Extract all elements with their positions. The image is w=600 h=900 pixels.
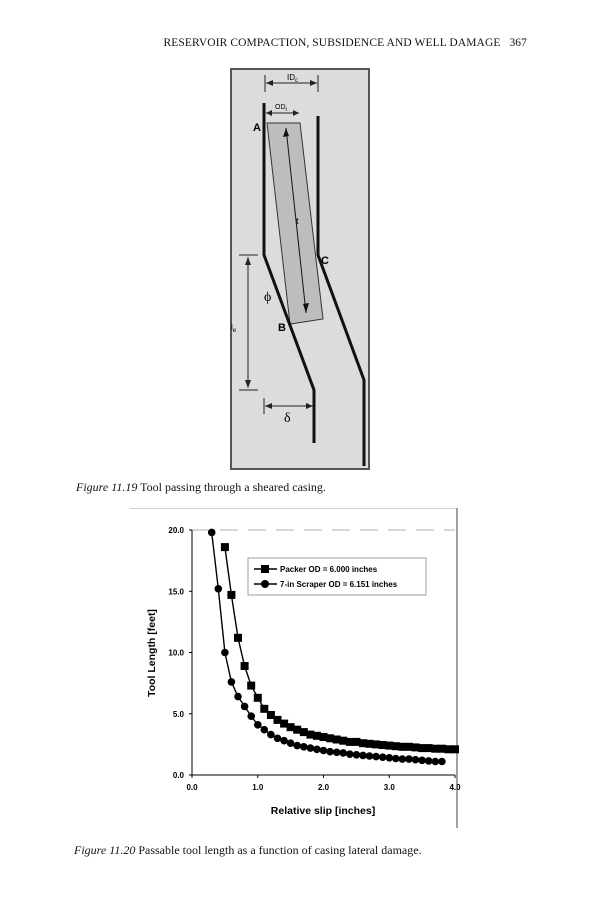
data-point-circle <box>241 703 249 711</box>
data-point-square <box>234 634 242 642</box>
data-point-circle <box>221 649 229 657</box>
running-header <box>0 37 527 49</box>
data-point-circle <box>346 750 354 758</box>
data-point-circle <box>267 731 275 739</box>
le-label: $l_e$ <box>231 323 237 334</box>
data-point-circle <box>307 744 315 752</box>
y-tick-label: 15.0 <box>168 587 184 597</box>
caption-text: Tool passing through a sheared casing. <box>140 480 326 494</box>
data-point-circle <box>353 751 361 759</box>
point-c-label: C <box>321 255 329 267</box>
caption-label: Figure 11.20 <box>74 843 136 857</box>
legend-marker-circle <box>261 580 269 588</box>
legend-label-packer: Packer OD = 6.000 inches <box>280 565 378 574</box>
data-point-circle <box>366 752 374 760</box>
data-point-circle <box>313 746 321 754</box>
data-point-circle <box>379 753 387 761</box>
chart-frame <box>130 508 457 828</box>
data-point-circle <box>405 755 413 763</box>
data-point-circle <box>326 748 334 756</box>
data-point-circle <box>339 749 347 757</box>
data-point-square <box>241 662 249 670</box>
data-point-square <box>254 694 262 702</box>
data-point-circle <box>234 693 242 701</box>
data-point-circle <box>320 747 328 755</box>
data-point-circle <box>425 757 433 765</box>
running-title: RESERVOIR COMPACTION, SUBSIDENCE AND WELL DAMAGE <box>163 37 501 49</box>
x-tick-label: 2.0 <box>317 783 330 792</box>
data-point-square <box>451 745 459 753</box>
y-tick-label: 20.0 <box>168 526 184 535</box>
legend-marker-square <box>261 565 269 573</box>
data-point-circle <box>300 743 308 751</box>
figure-11-20-caption <box>74 843 422 858</box>
angle-phi-label: ϕ <box>264 290 272 305</box>
x-axis-label: Relative slip [inches] <box>270 805 376 817</box>
data-point-circle <box>247 712 255 720</box>
data-point-square <box>221 543 229 551</box>
data-point-circle <box>208 529 216 537</box>
data-point-circle <box>372 753 380 761</box>
data-point-circle <box>399 755 407 763</box>
data-point-circle <box>228 678 236 686</box>
tool-length-chart <box>130 508 465 828</box>
data-point-circle <box>432 758 440 766</box>
page-number: 367 <box>509 37 527 49</box>
y-tick-label: 5.0 <box>172 709 184 719</box>
x-tick-label: 1.0 <box>252 783 264 792</box>
y-axis-label: Tool Length [feet] <box>146 609 158 697</box>
caption-label: Figure 11.19 <box>76 480 138 494</box>
caption-text: Passable tool length as a function of casing lateral damage. <box>138 843 422 857</box>
point-a-label: A <box>253 122 261 134</box>
chart-legend <box>248 558 426 595</box>
data-point-circle <box>254 721 262 729</box>
data-point-circle <box>274 735 282 743</box>
idc-label: $ID_c$ <box>287 73 298 84</box>
sheared-casing-diagram <box>230 68 370 470</box>
data-point-circle <box>280 737 288 745</box>
data-point-circle <box>293 742 301 750</box>
data-point-circle <box>418 757 426 765</box>
y-tick-label: 10.0 <box>168 648 184 658</box>
figure-11-19-caption <box>76 480 326 495</box>
data-point-square <box>227 591 235 599</box>
data-point-square <box>247 682 255 690</box>
data-point-circle <box>392 755 400 763</box>
x-tick-label: 3.0 <box>383 783 395 792</box>
data-point-circle <box>333 749 341 757</box>
point-b-label: B <box>278 322 286 334</box>
data-point-circle <box>261 726 269 734</box>
data-point-circle <box>438 758 446 766</box>
legend-box <box>248 558 426 595</box>
data-point-circle <box>359 752 367 760</box>
data-point-circle <box>215 585 223 593</box>
odt-label: $OD_t$ <box>275 104 287 113</box>
data-point-circle <box>412 756 420 764</box>
delta-label: δ <box>284 411 291 426</box>
y-tick-label: 0.0 <box>172 771 184 780</box>
x-tick-label: 0.0 <box>186 783 198 792</box>
data-point-circle <box>287 739 295 747</box>
legend-label-scraper: 7-in Scraper OD = 6.151 inches <box>280 580 398 589</box>
x-tick-label: 4.0 <box>449 783 461 792</box>
data-point-circle <box>386 754 394 762</box>
tool-length-label: t <box>296 216 299 226</box>
